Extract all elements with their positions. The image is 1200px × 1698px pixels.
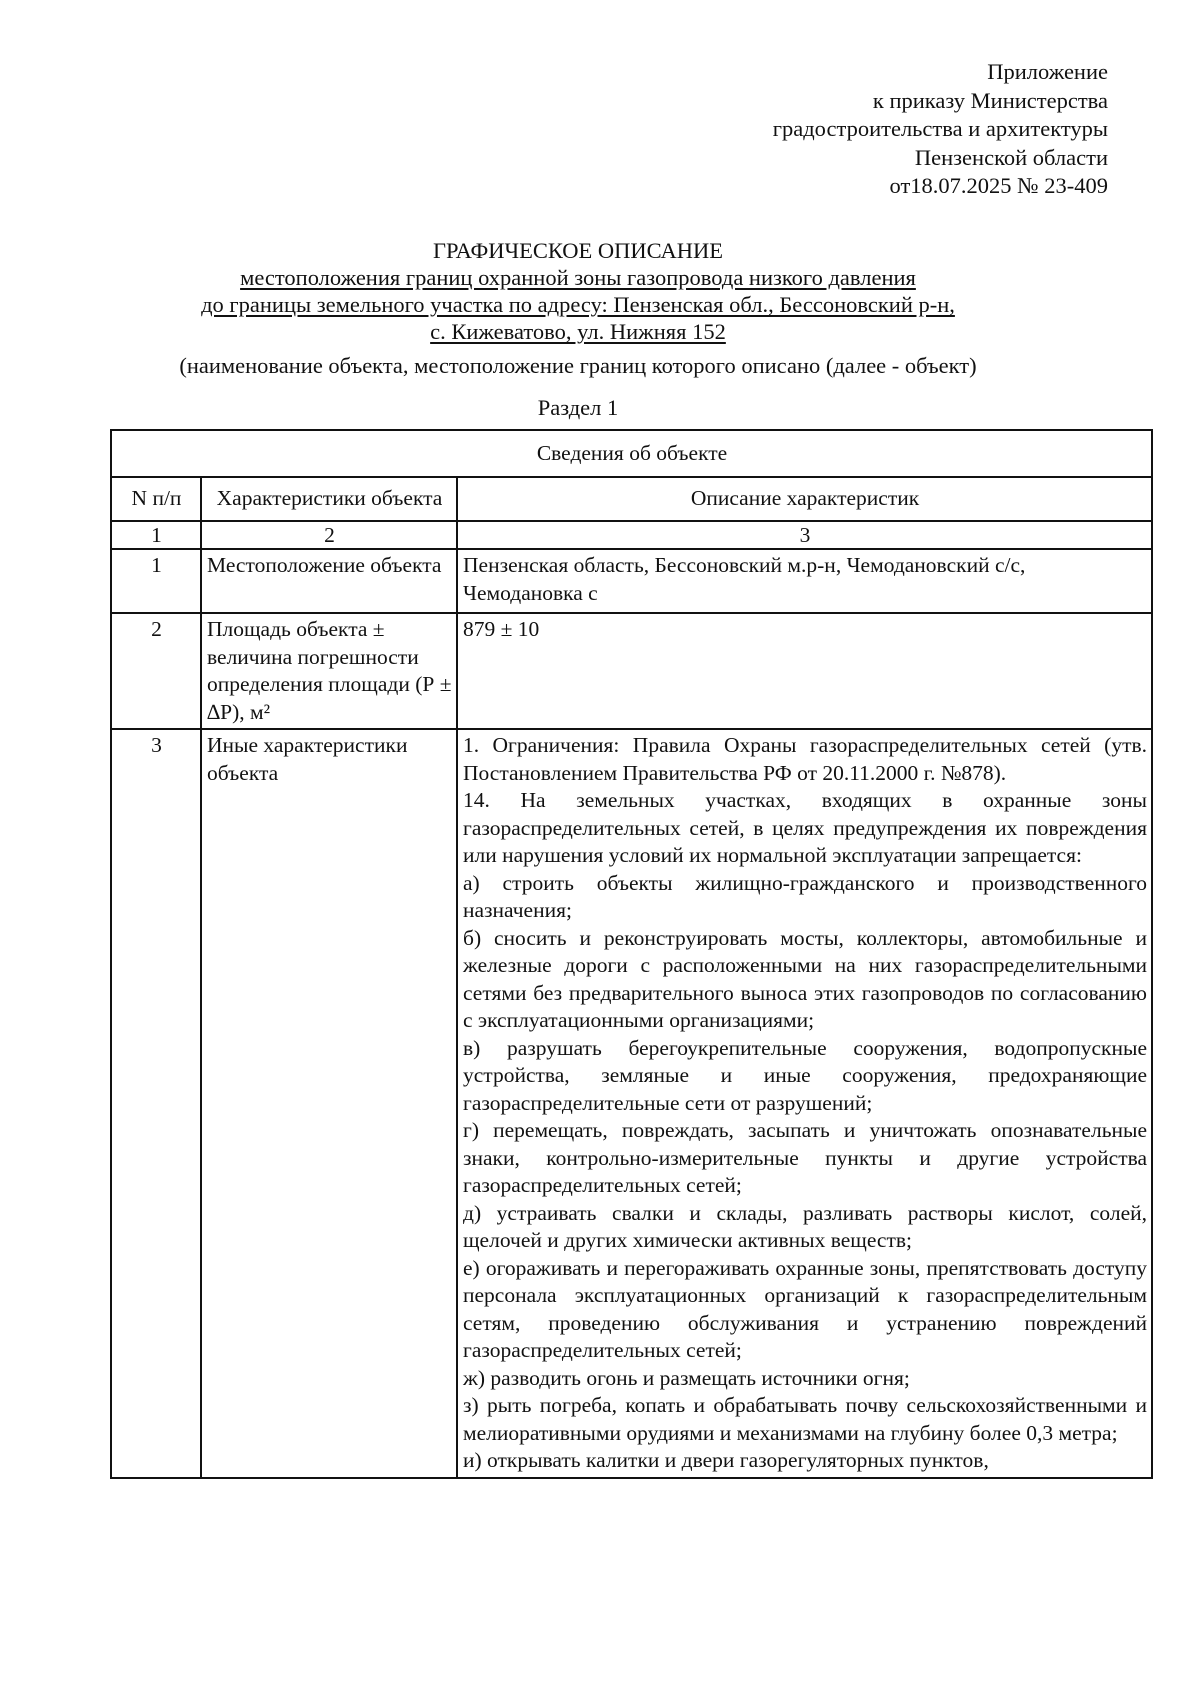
appendix-block [548, 58, 1108, 201]
appendix-line: Приложение [987, 59, 1108, 84]
restriction-paragraph: 14. На земельных участках, входящих в охранные зоны газораспределительных сетей, в целях предупреждения их повреждения или нарушения условий их нормальной эксплуатации запрещается: [463, 788, 1147, 867]
restriction-item: д) устраивать свалки и склады, разливать растворы кислот, солей, щелочей и других химически активных веществ; [463, 1200, 1147, 1252]
appendix-line: градостроительства и архитектуры [772, 116, 1108, 141]
restriction-item: и) открывать калитки и двери газорегуляторных пунктов, [463, 1448, 989, 1472]
restriction-item: б) сносить и реконструировать мосты, коллекторы, автомобильные и железные дороги с расположенными на них газораспределительными сетями без предварительного выноса этих газопроводов по согласованию с эксплуатационными организациями; [463, 925, 1147, 1032]
object-info-table [110, 429, 1153, 1479]
object-name-line: до границы земельного участка по адресу: Пензенская обл., Бессоновский р-н, [201, 292, 955, 317]
appendix-order-line: от18.07.2025 № 23-409 [889, 173, 1108, 198]
document-heading [110, 237, 1046, 345]
appendix-line: Пензенской области [914, 144, 1108, 170]
column-header-description: Описание характеристик [457, 477, 1152, 521]
row-characteristic: Иные характеристики объекта [201, 729, 457, 1478]
column-index: 3 [457, 521, 1152, 549]
table-row [111, 729, 1152, 1478]
restriction-item: е) огораживать и перегораживать охранные зоны, препятствовать доступу персонала эксплуатационных организаций к газораспределительным сетям, проведению обслуживания и устранению повреждений газораспределительных сетей; [463, 1255, 1147, 1362]
row-number: 2 [111, 613, 201, 729]
restriction-item: в) разрушать берегоукрепительные сооружения, водопропускные устройства, земляные и иные сооружения, предохраняющие газораспределительные сети от разрушений; [463, 1035, 1147, 1115]
restriction-item: а) строить объекты жилищно-гражданского и производственного назначения; [463, 870, 1147, 922]
row-description [457, 729, 1152, 1478]
row-characteristic: Площадь объекта ± величина погрешности определения площади (Р ± ∆Р), м² [201, 613, 457, 729]
row-characteristic: Местоположение объекта [201, 549, 457, 613]
table-row [111, 549, 1152, 613]
restriction-item: г) перемещать, повреждать, засыпать и уничтожать опознавательные знаки, контрольно-измерительные пункты и другие устройства газораспределительных сетей; [463, 1118, 1147, 1197]
row-number: 3 [111, 729, 201, 1478]
column-index: 2 [201, 521, 457, 549]
column-header-characteristic: Характеристики объекта [201, 477, 457, 521]
object-name-line: местоположения границ охранной зоны газопровода низкого давления [240, 265, 916, 290]
row-description: 879 ± 10 [457, 613, 1152, 729]
restriction-paragraph: 1. Ограничения: Правила Охраны газораспределительных сетей (утв. Постановлением Правительства РФ от 20.11.2000 г. №878). [463, 733, 1147, 785]
appendix-line: к приказу Министерства [872, 87, 1108, 113]
column-index: 1 [111, 521, 201, 549]
section-title: Раздел 1 [537, 395, 619, 420]
column-header-number: N п/п [111, 477, 201, 521]
object-caption: (наименование объекта, местоположение границ которого описано (далее - объект) [179, 353, 977, 378]
restriction-item: ж) разводить огонь и размещать источники огня; [463, 1365, 910, 1390]
object-name-line: с. Кижеватово, ул. Нижняя 152 [430, 319, 726, 344]
document-title: ГРАФИЧЕСКОЕ ОПИСАНИЕ [432, 238, 724, 263]
table-title: Сведения об объекте [111, 430, 1152, 477]
restriction-item: з) рыть погреба, копать и обрабатывать почву сельскохозяйственными и мелиоративными орудиями и механизмами на глубину более 0,3 метра; [463, 1393, 1147, 1445]
table-row [111, 613, 1152, 729]
row-description: Пензенская область, Бессоновский м.р-н, Чемодановский с/с, Чемодановка с [457, 549, 1152, 613]
row-number: 1 [111, 549, 201, 613]
